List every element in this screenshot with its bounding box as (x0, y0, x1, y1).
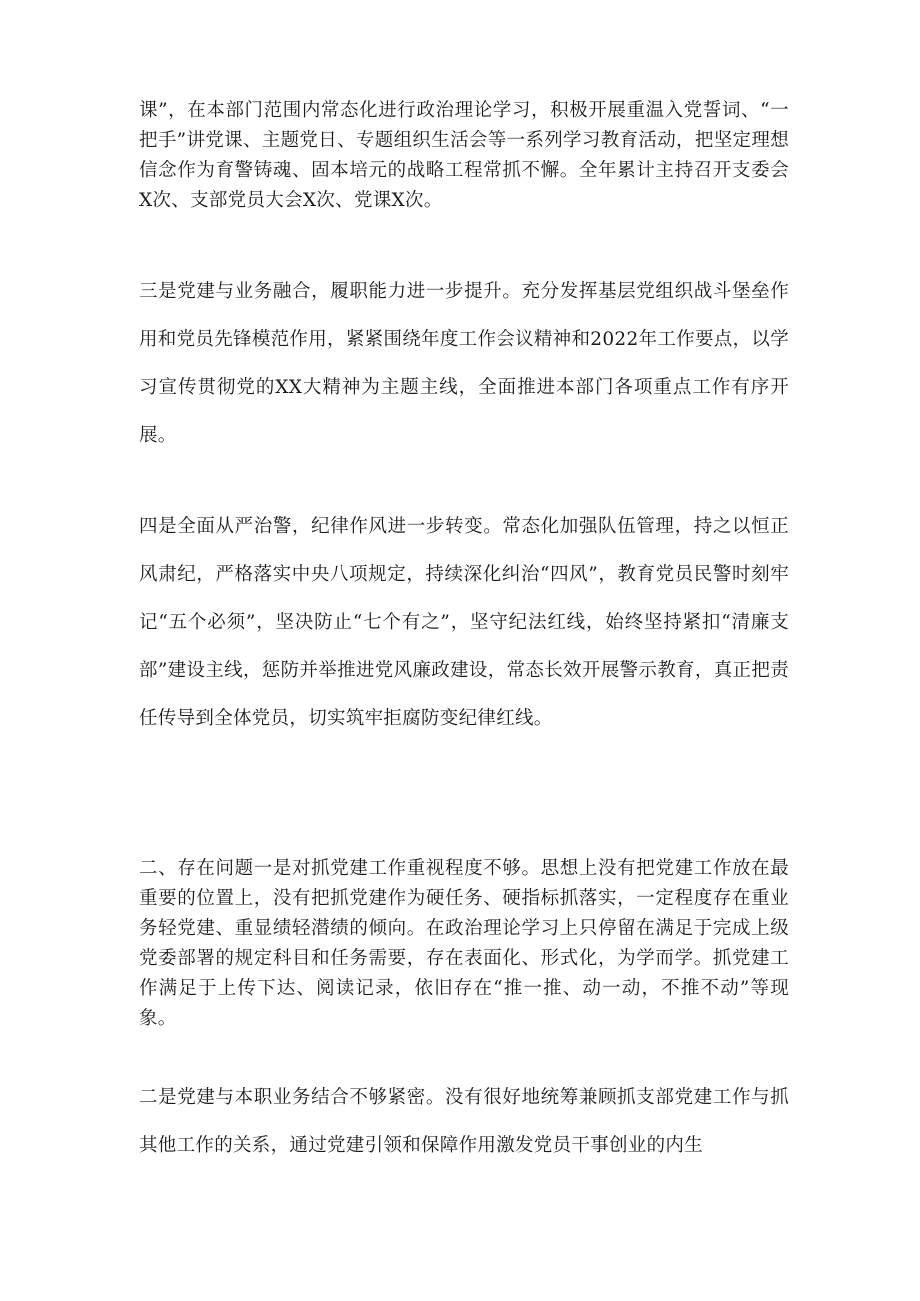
paragraph-discipline: 四是全面从严治警，纪律作风进一步转变。常态化加强队伍管理，持之以恒正风肃纪，严格落实中央八项规定，持续深化纠治“四风”，教育党员民警时刻牢记“五个必须”，坚决防止“七个有之”，坚守纪法红线，始终坚持紧扣“清廉支部”建设主线，惩防并举推进党风廉政建设，常态长效开展警示教育，真正把责任传导到全体党员，切实筑牢拒腐防变纪律红线。 (139, 516, 789, 729)
paragraph-business-integration: 三是党建与业务融合，履职能力进一步提升。充分发挥基层党组织战斗堡垒作用和党员先锋模范作用，紧紧围绕年度工作会议精神和2022年工作要点，以学习宣传贯彻党的XX大精神为主题主线，全面推进本部门各项重点工作有序开展。 (139, 281, 789, 446)
paragraph-existing-problems: 二、存在问题一是对抓党建工作重视程度不够。思想上没有把党建工作放在最重要的位置上，没有把抓党建作为硬任务、硬指标抓落实，一定程度存在重业务轻党建、重显绩轻潜绩的倾向。在政治理论学习上只停留在满足于完成上级党委部署的规定科目和任务需要，存在表面化、形式化，为学而学。抓党建工作满足于上传下达、阅读记录，依旧存在“推一推、动一动，不推不动”等现象。 (139, 858, 789, 1029)
paragraph-study-activities: 课”，在本部门范围内常态化进行政治理论学习，积极开展重温入党誓词、“一把手”讲党课、主题党日、专题组织生活会等一系列学习教育活动，把坚定理想信念作为育警铸魂、固本培元的战略工程常抓不懈。全年累计主持召开支委会X次、支部党员大会X次、党课X次。 (139, 100, 789, 211)
paragraph-business-combination: 二是党建与本职业务结合不够紧密。没有很好地统筹兼顾抓支部党建工作与抓其他工作的关系，通过党建引领和保障作用激发党员干事创业的内生 (139, 1087, 789, 1156)
